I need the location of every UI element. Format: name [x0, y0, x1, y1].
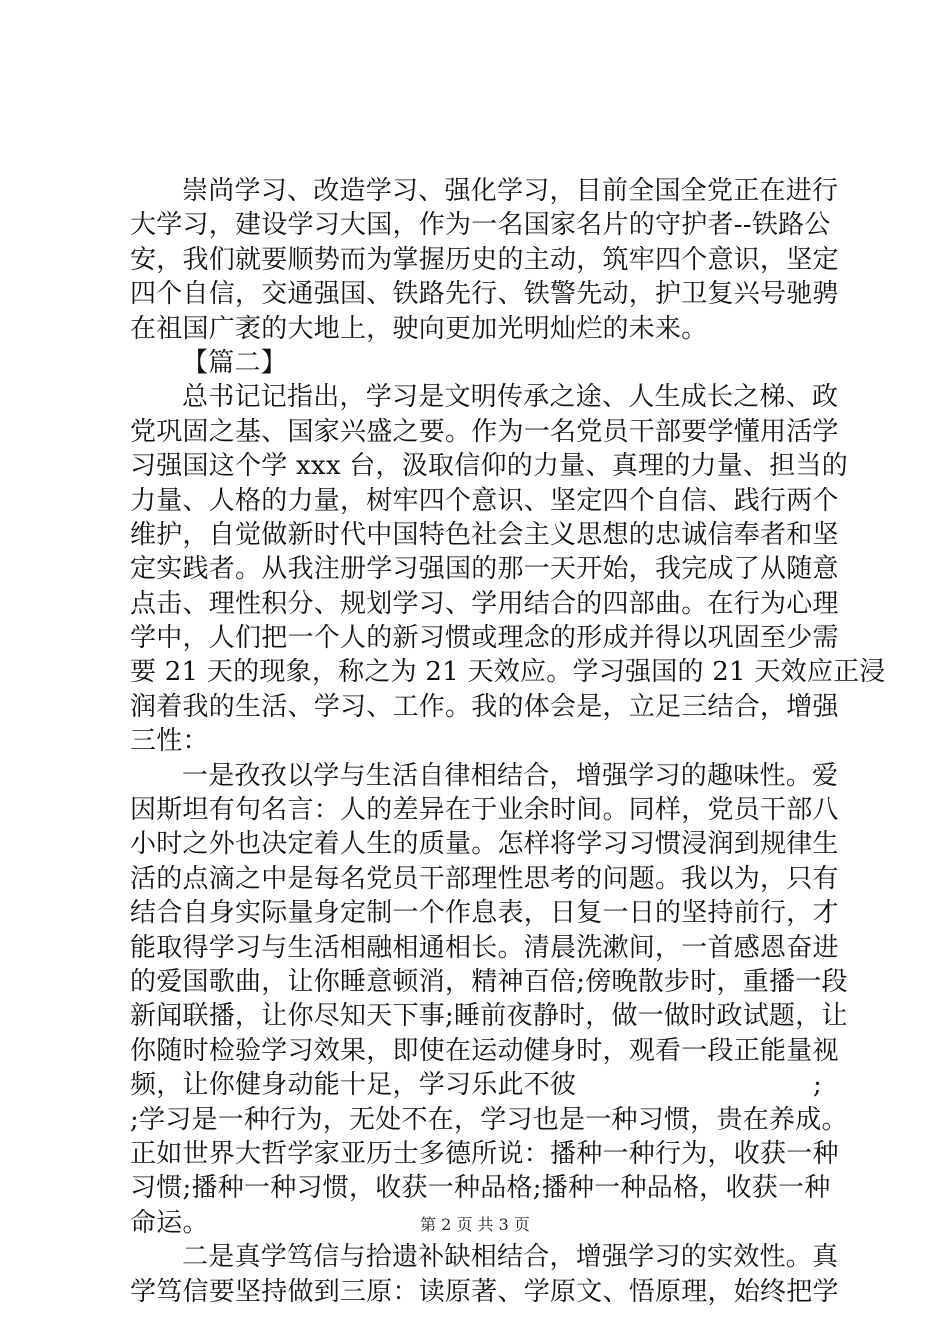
- text-line: 维护，自觉做新时代中国特色社会主义思想的忠诚信奉者和坚: [130, 519, 839, 550]
- text-line: 活的点滴之中是每名党员干部理性思考的问题。我以为，只有: [130, 863, 839, 894]
- text-line: 润着我的生活、学习、工作。我的体会是，立足三结合，增强: [130, 691, 839, 722]
- text-line: 在祖国广袤的大地上，驶向更加光明灿烂的未来。: [130, 313, 708, 344]
- text-line: 四个自信，交通强国、铁路先行、铁警先动，护卫复兴号驰骋: [130, 279, 839, 310]
- text-line: ;学习是一种行为，无处不在，学习也是一种习惯，贵在养成。: [130, 1104, 848, 1135]
- text-line: 定实践者。从我注册学习强国的那一天开始，我完成了从随意: [130, 554, 839, 585]
- document-body: [130, 174, 886, 1309]
- text-line: 大学习，建设学习大国，作为一名国家名片的守护者--铁路公: [130, 210, 831, 241]
- text-line: 点击、理性积分、规划学习、学用结合的四部曲。在行为心理: [130, 588, 839, 619]
- text-line: 二是真学笃信与拾遗补缺相结合，增强学习的实效性。真: [182, 1242, 839, 1273]
- text-line: 总书记记指出，学习是文明传承之途、人生成长之梯、政: [182, 382, 839, 413]
- section-heading: 【篇二】: [182, 347, 288, 378]
- text-line: 因斯坦有句名言：人的差异在于业余时间。同样，党员干部八: [130, 795, 839, 826]
- text-fragment: 频，让你健身动能十足，学习乐此不彼: [130, 1070, 577, 1101]
- text-line: 安，我们就要顺势而为掌握历史的主动，筑牢四个意识，坚定: [130, 244, 839, 275]
- text-line: 你随时检验学习效果，即使在运动健身时，观看一段正能量视: [130, 1035, 839, 1066]
- text-line: 一是孜孜以学与生活自律相结合，增强学习的趣味性。爱: [182, 760, 839, 791]
- text-line: 习惯;播种一种习惯，收获一种品格;播种一种品格，收获一种: [130, 1173, 831, 1204]
- text-line: 学中，人们把一个人的新习惯或理念的形成并得以巩固至少需: [130, 623, 839, 654]
- text-line: [130, 1068, 830, 1102]
- text-line: 党巩固之基、国家兴盛之要。作为一名党员干部要学懂用活学: [130, 416, 839, 447]
- text-line: 崇尚学习、改造学习、强化学习，目前全国全党正在进行: [182, 176, 839, 206]
- text-line: 小时之外也决定着人生的质量。怎样将学习习惯浸润到规律生: [130, 829, 839, 860]
- text-fragment: ;: [812, 1070, 822, 1101]
- text-line: 命运。: [130, 1207, 209, 1238]
- page-number-footer: 第 2 页 共 3 页: [420, 1215, 530, 1234]
- text-line: 习强国这个学 xxx 台，汲取信仰的力量、真理的力量、担当的: [130, 451, 849, 482]
- text-line: 要 21 天的现象，称之为 21 天效应。学习强国的 21 天效应正浸: [130, 657, 886, 688]
- text-line: 学笃信要坚持做到三原：读原著、学原文、悟原理，始终把学: [130, 1276, 839, 1307]
- text-line: 三性：: [130, 726, 209, 757]
- text-line: 能取得学习与生活相融相通相长。清晨洗漱间，一首感恩奋进: [130, 932, 839, 963]
- text-line: 的爱国歌曲，让你睡意顿消，精神百倍;傍晚散步时，重播一段: [130, 966, 848, 997]
- text-line: 结合自身实际量身定制一个作息表，日复一日的坚持前行，才: [130, 898, 839, 929]
- text-line: 新闻联播，让你尽知天下事;睡前夜静时，做一做时政试题，让: [130, 1001, 848, 1032]
- text-line: 力量、人格的力量，树牢四个意识、坚定四个自信、践行两个: [130, 485, 839, 516]
- text-line: 正如世界大哲学家亚历士多德所说：播种一种行为，收获一种: [130, 1138, 839, 1169]
